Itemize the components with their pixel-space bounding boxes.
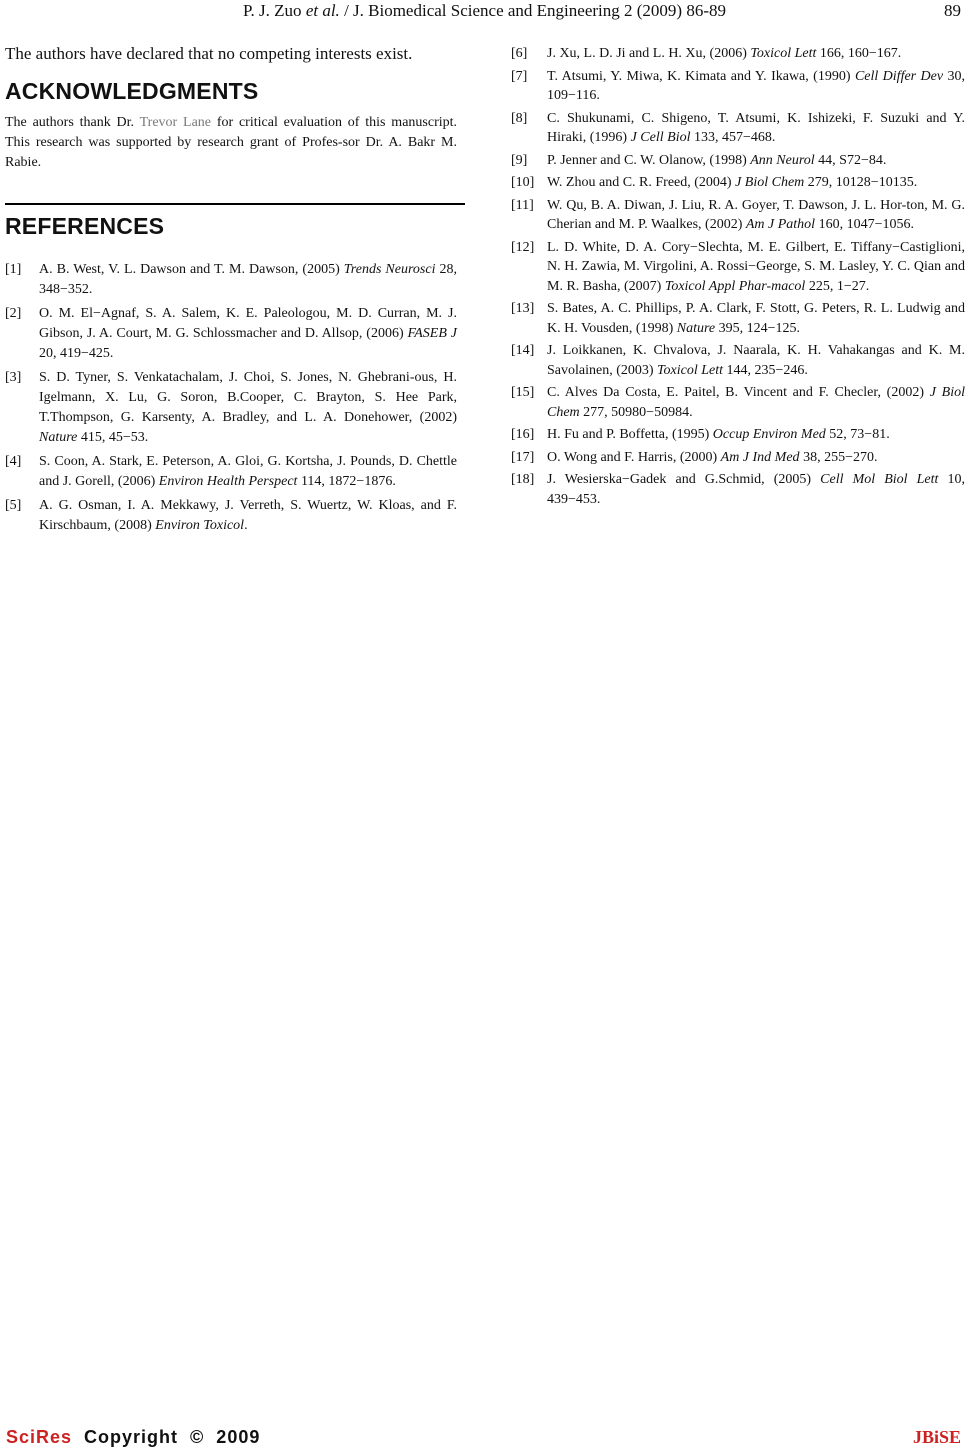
- reference-journal: Am J Ind Med: [720, 449, 800, 465]
- reference-journal: Nature: [39, 430, 78, 445]
- page-number: 89: [944, 1, 961, 20]
- reference-authors: P. Jenner and C. W. Olanow, (1998): [547, 152, 751, 168]
- reference-item: [511, 44, 965, 64]
- reference-number: [1]: [5, 262, 22, 277]
- reference-item: [511, 109, 965, 148]
- reference-number: [6]: [511, 46, 528, 61]
- copyright-text: Copyright © 2009: [72, 1427, 261, 1447]
- reference-list-right: [511, 44, 965, 509]
- reference-volume: 144, 235−246.: [723, 362, 808, 378]
- reference-item: [5, 452, 457, 492]
- right-column: [511, 44, 965, 512]
- reference-volume: 395, 124−125.: [715, 320, 801, 336]
- reference-item: [5, 496, 457, 536]
- ack-text-post: for critical evaluation of this manuscript. This research was supported by research grant of Profes-sor Dr. A. Bakr M. Rabie.: [5, 115, 458, 170]
- reference-item: [5, 304, 457, 364]
- reference-volume: 114, 1872−1876.: [297, 474, 396, 489]
- left-column: [5, 42, 457, 540]
- reference-number: [11]: [511, 197, 534, 213]
- reference-number: [3]: [5, 370, 22, 385]
- reference-authors: W. Zhou and C. R. Freed, (2004): [547, 175, 736, 190]
- reference-list-left: [5, 260, 457, 536]
- reference-authors: O. Wong and F. Harris, (2000): [547, 449, 721, 465]
- reference-journal: FASEB J: [407, 326, 457, 341]
- publisher-logo-text: SciRes: [6, 1427, 73, 1447]
- competing-interests-statement: The authors have declared that no competing interests exist.: [5, 44, 413, 63]
- reference-item: [511, 299, 965, 338]
- running-head-authors: P. J. Zuo: [242, 1, 306, 20]
- reference-authors: A. G. Osman, I. A. Mekkawy, J. Verreth, S. Wuertz, W. Kloas, and F. Kirschbaum, (2008): [39, 498, 457, 533]
- reference-journal: J Biol Chem: [547, 385, 965, 420]
- reference-item: [511, 470, 965, 509]
- reference-number: [8]: [511, 110, 528, 126]
- reference-journal: J Biol Chem: [735, 175, 805, 190]
- reference-authors: J. Loikkanen, K. Chvalova, J. Naarala, K. H. Vahakangas and K. M. Savolainen, (2003): [547, 343, 965, 378]
- section-divider: [5, 203, 465, 205]
- reference-number: [12]: [511, 239, 535, 255]
- reference-number: [10]: [511, 175, 535, 190]
- reference-number: [5]: [5, 498, 22, 513]
- reference-volume: 277, 50980−50984.: [579, 404, 693, 420]
- reference-journal: Toxicol Appl Phar-macol: [664, 278, 806, 294]
- reference-authors: W. Qu, B. A. Diwan, J. Liu, R. A. Goyer, T. Dawson, J. L. Hor-ton, M. G. Cherian and M. P. Waalkes, (2002): [547, 197, 965, 232]
- reference-journal: Environ Toxicol: [155, 518, 245, 533]
- reference-item: [511, 196, 965, 235]
- reference-volume: 38, 255−270.: [799, 449, 878, 465]
- reference-journal: J Cell Biol: [630, 130, 691, 145]
- reference-item: [511, 425, 965, 445]
- reference-volume: 415, 45−53.: [77, 430, 149, 445]
- reference-item: [5, 368, 457, 448]
- reference-authors: H. Fu and P. Boffetta, (1995): [547, 427, 713, 442]
- reference-number: [2]: [5, 306, 22, 321]
- reference-item: [511, 238, 965, 297]
- reference-item: [511, 151, 965, 171]
- reference-volume: 30, 109−116.: [547, 68, 966, 103]
- running-head-etal: et al.: [305, 1, 340, 20]
- reference-volume: .: [244, 518, 248, 533]
- reference-journal: Nature: [676, 320, 716, 336]
- reference-number: [15]: [511, 385, 535, 400]
- ack-person-name: Trevor Lane: [139, 115, 212, 130]
- references-heading: REFERENCES: [5, 213, 165, 239]
- reference-item: [511, 448, 965, 468]
- journal-abbreviation: JBiSE: [912, 1427, 961, 1447]
- reference-journal: Cell Mol Biol Lett: [820, 472, 939, 487]
- reference-authors: J. Wesierska−Gadek and G.Schmid, (2005): [547, 472, 821, 487]
- reference-number: [7]: [511, 68, 528, 84]
- reference-volume: 28, 348−352.: [39, 262, 457, 297]
- reference-journal: Cell Differ Dev: [854, 68, 944, 84]
- reference-volume: 20, 419−425.: [39, 346, 114, 361]
- ack-text-pre: The authors thank Dr.: [5, 115, 140, 130]
- reference-authors: L. D. White, D. A. Cory−Slechta, M. E. Gilbert, E. Tiffany−Castiglioni, N. H. Zawia, M. Virgolini, A. Rossi−George, S. M. Lasley, Y. C. Qian and M. R. Basha, (2007): [547, 239, 965, 294]
- acknowledgments-heading: ACKNOWLEDGMENTS: [5, 78, 259, 104]
- reference-item: [511, 383, 965, 422]
- reference-journal: Ann Neurol: [750, 152, 815, 168]
- reference-number: [17]: [511, 449, 535, 465]
- reference-journal: Toxicol Lett: [750, 46, 817, 61]
- reference-journal: Occup Environ Med: [712, 427, 826, 442]
- reference-authors: A. B. West, V. L. Dawson and T. M. Dawson, (2005): [39, 262, 344, 277]
- acknowledgments-text: [5, 113, 457, 173]
- reference-number: [13]: [511, 301, 535, 316]
- reference-item: [5, 260, 457, 300]
- reference-authors: C. Shukunami, C. Shigeno, T. Atsumi, K. Ishizeki, F. Suzuki and Y. Hiraki, (1996): [547, 110, 965, 145]
- reference-volume: 133, 457−468.: [690, 130, 776, 145]
- reference-item: [511, 67, 965, 106]
- publisher-copyright: [6, 1427, 260, 1448]
- reference-volume: 225, 1−27.: [805, 278, 870, 294]
- reference-authors: C. Alves Da Costa, E. Paitel, B. Vincent and F. Checler, (2002): [547, 385, 930, 400]
- reference-number: [18]: [511, 472, 535, 487]
- reference-volume: 160, 1047−1056.: [815, 217, 914, 232]
- reference-item: [511, 173, 965, 193]
- reference-volume: 166, 160−167.: [816, 46, 902, 61]
- reference-number: [14]: [511, 343, 535, 358]
- reference-authors: O. M. El−Agnaf, S. A. Salem, K. E. Paleologou, M. D. Curran, M. J. Gibson, J. A. Court, M. G. Schlossmacher and D. Allsop, (2006): [39, 306, 457, 341]
- reference-volume: 10, 439−453.: [547, 472, 965, 507]
- running-head-journal: / J. Biomedical Science and Engineering 2 (2009) 86-89: [339, 1, 726, 20]
- reference-authors: S. Coon, A. Stark, E. Peterson, A. Gloi, G. Kortsha, J. Pounds, D. Chettle and J. Gorell, (2006): [39, 454, 457, 489]
- reference-authors: J. Xu, L. D. Ji and L. H. Xu, (2006): [547, 46, 751, 61]
- reference-number: [16]: [511, 427, 535, 442]
- reference-journal: Toxicol Lett: [657, 362, 724, 378]
- reference-volume: 44, S72−84.: [814, 152, 887, 168]
- reference-journal: Trends Neurosci: [343, 262, 436, 277]
- reference-authors: S. D. Tyner, S. Venkatachalam, J. Choi, S. Jones, N. Ghebrani-ous, H. Igelmann, X. Lu, G. Soron, B.Cooper, C. Brayton, S. Hee Park, T.Thompson, G. Karsenty, A. Bradley, and L. A. Donehower, (2002): [39, 370, 457, 425]
- reference-journal: Environ Health Perspect: [158, 474, 298, 489]
- reference-journal: Am J Pathol: [745, 217, 816, 232]
- reference-volume: 279, 10128−10135.: [804, 175, 918, 190]
- running-head: [0, 1, 969, 21]
- reference-number: [9]: [511, 152, 528, 168]
- reference-item: [511, 341, 965, 380]
- reference-authors: S. Bates, A. C. Phillips, P. A. Clark, F. Stott, G. Peters, R. L. Ludwig and K. H. Vousden, (1998): [547, 301, 965, 336]
- page-footer: [0, 1427, 969, 1451]
- reference-volume: 52, 73−81.: [825, 427, 890, 442]
- reference-number: [4]: [5, 454, 22, 469]
- reference-authors: T. Atsumi, Y. Miwa, K. Kimata and Y. Ikawa, (1990): [547, 68, 855, 84]
